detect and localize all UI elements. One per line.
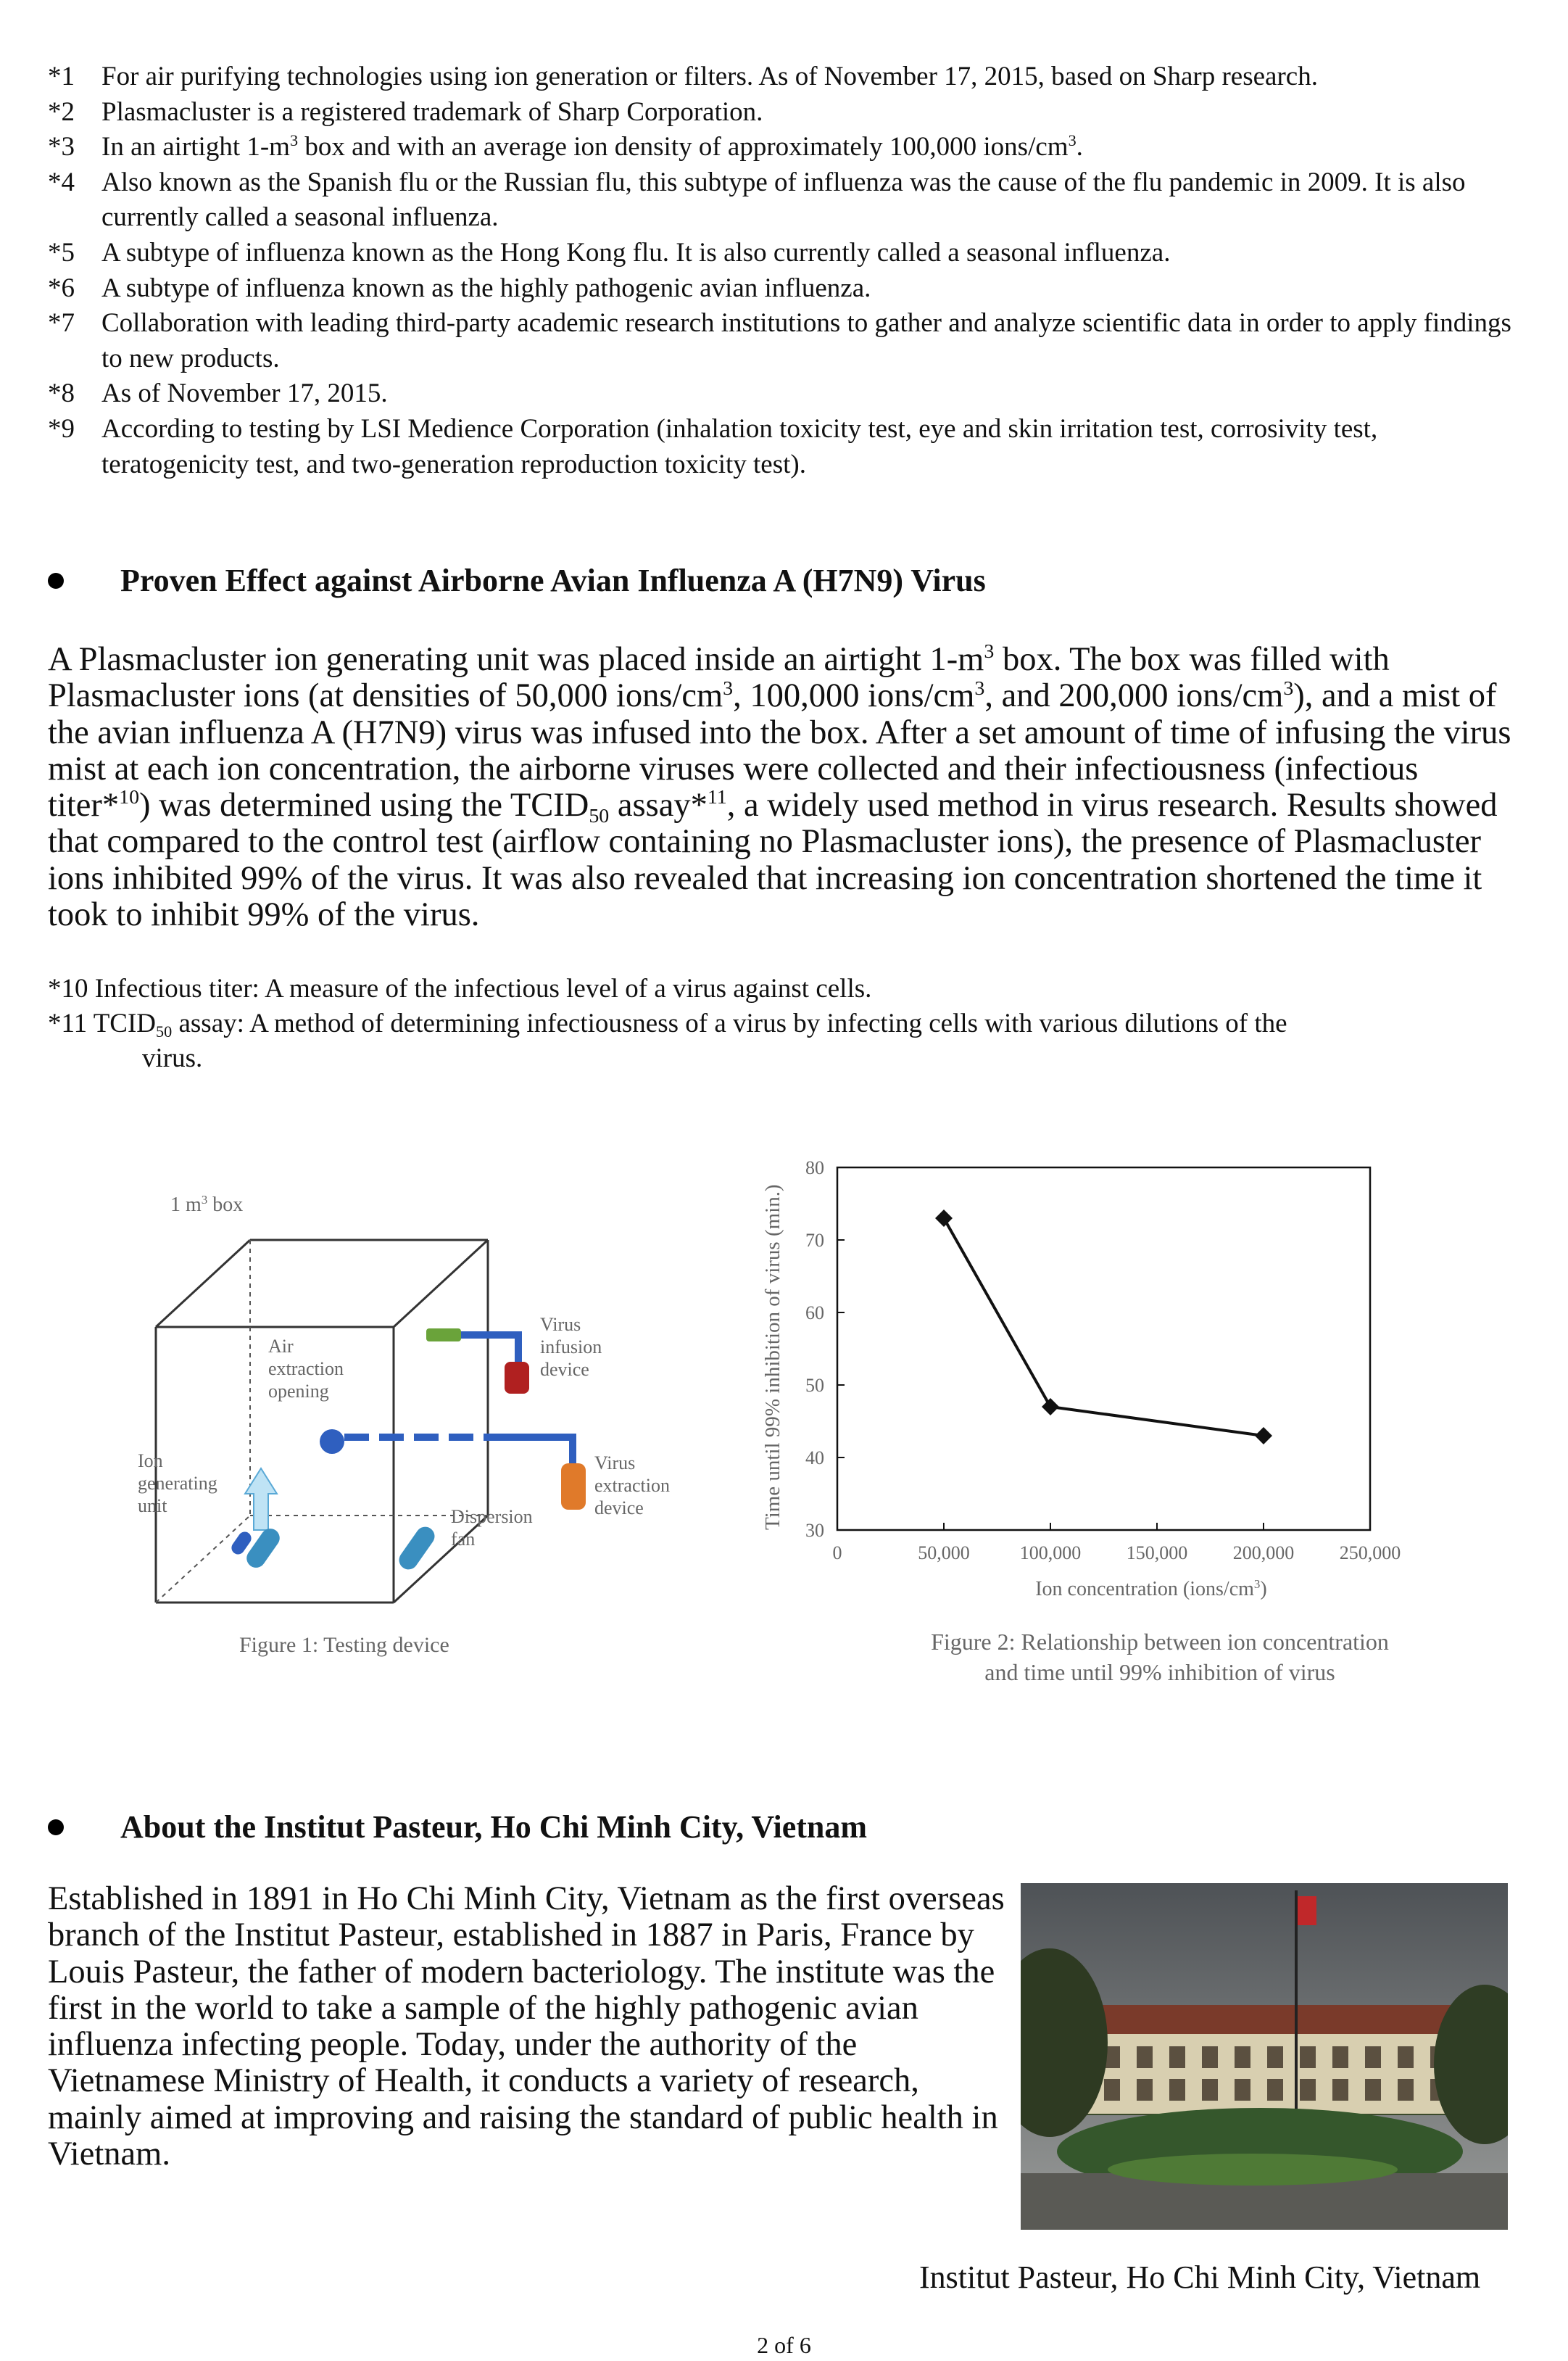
ion-generating-unit-icon bbox=[243, 1525, 283, 1571]
footnote-number: *3 bbox=[48, 132, 75, 162]
x-axis-label: Ion concentration $(ions/cm^3)$ bbox=[1035, 1577, 1267, 1600]
dispersion-fan-icon bbox=[395, 1523, 438, 1574]
dispersion-fan-label: fan bbox=[451, 1529, 476, 1550]
virus-extraction-device-icon bbox=[561, 1463, 586, 1510]
section-heading-text: Proven Effect against Airborne Avian Influenza A (H7N9) Virus bbox=[120, 563, 986, 598]
virus-infusion-device-icon bbox=[505, 1362, 529, 1394]
footnote bbox=[48, 165, 1527, 236]
data-point bbox=[935, 1210, 953, 1227]
box-hidden-edges bbox=[156, 1240, 488, 1603]
institut-pasteur-photo bbox=[1021, 1883, 1508, 2230]
x-axis bbox=[833, 1523, 1401, 1563]
pasteur-paragraph: Established in 1891 in Ho Chi Minh City, Vietnam as the first overseas branch of the Institut Pasteur, established in 1887 in Paris, France by Louis Pasteur, the father of modern bacteriology. The institute was the first in the world to take a sample of the highly pathogenic avian influenza infecting people. Today, under the authority of the Vietnamese Ministry of Health, it conducts a variety of research, mainly aimed at improving and raising the standard of public health in Vietnam. bbox=[48, 1880, 1005, 2173]
figure1-caption: Figure 1: Testing device bbox=[239, 1633, 449, 1657]
y-tick-label: 80 bbox=[805, 1157, 824, 1178]
virus-extraction-label: device bbox=[594, 1497, 644, 1518]
testing-device-diagram bbox=[123, 1182, 718, 1682]
footnotes-10-11 bbox=[48, 972, 1519, 1076]
virus-infusion-label: Virus bbox=[540, 1314, 581, 1335]
y-axis-label: Time until 99% inhibition of virus (min.) bbox=[761, 1184, 784, 1530]
x-tick-label: 50,000 bbox=[918, 1542, 970, 1563]
figure-testing-device bbox=[123, 1182, 718, 1682]
footnote-text: For air purifying technologies using ion generation or filters. As of November 17, 2015, based on Sharp research. bbox=[101, 62, 1318, 91]
footnote-number: *5 bbox=[48, 237, 75, 268]
figure2-caption: Figure 2: Relationship between ion concentration bbox=[931, 1629, 1389, 1655]
footnote bbox=[48, 412, 1527, 482]
footnote-number: *7 bbox=[48, 308, 75, 339]
x-tick-label: 150,000 bbox=[1126, 1542, 1188, 1563]
ion-concentration-chart bbox=[754, 1120, 1421, 1700]
y-tick-label: 50 bbox=[805, 1375, 824, 1396]
footnote-11: *11 $TCID_{50}$ assay: A method of determining infectiousness of a virus by infecting cells with various dilutions of the bbox=[48, 1009, 1287, 1041]
footnote-list bbox=[48, 59, 1527, 482]
green-connector bbox=[426, 1328, 461, 1341]
y-tick-label: 60 bbox=[805, 1302, 824, 1323]
infusion-pipe bbox=[461, 1335, 518, 1362]
footnote-11-continued: virus. bbox=[142, 1043, 203, 1073]
air-extraction-opening-icon bbox=[320, 1429, 344, 1454]
h7n9-paragraph: A Plasmacluster ion generating unit was placed inside an airtight $1-m^3$ box. The box was filled with Plasmacluster ions (at densities of 50,000 ions/$cm^3$, 100,000 ions/$cm^3$, and 200,000 ions/$cm^3$), and a mist of the avian influenza A (H7N9) virus was infused into the box. After a set amount of time of infusing the virus mist at each ion concentration, the airborne viruses were collected and their infectiousness (infectious titer*$^{10}$) was determined using the $TCID_{50}$ assay*$^{11}$, a widely used method in virus research. Results showed that compared to the control test (airflow containing no Plasmacluster ions), the presence of Plasmacluster ions inhibited 99% of the virus. It was also revealed that increasing ion concentration shortened the time it took to inhibit 99% of the virus. bbox=[48, 640, 1511, 934]
ion-unit-label: unit bbox=[138, 1495, 167, 1516]
figure-ion-chart bbox=[754, 1120, 1421, 1700]
ion-unit-label: Ion bbox=[138, 1450, 163, 1471]
y-tick-label: 70 bbox=[805, 1230, 824, 1251]
footnote bbox=[48, 130, 1527, 165]
footnote-text: As of November 17, 2015. bbox=[101, 379, 388, 409]
y-axis bbox=[805, 1157, 845, 1541]
x-tick-label: 100,000 bbox=[1019, 1542, 1082, 1563]
virus-extraction-label: extraction bbox=[594, 1475, 670, 1496]
footnote-number: *2 bbox=[48, 96, 75, 127]
footnote-text: A subtype of influenza known as the Hong Kong flu. It is also currently called a seasonal influenza. bbox=[101, 237, 1171, 268]
bullet-icon bbox=[48, 573, 64, 589]
extraction-pipe bbox=[507, 1437, 573, 1463]
box-outline bbox=[156, 1240, 488, 1603]
y-tick-label: 30 bbox=[805, 1520, 824, 1541]
footnote-text: A subtype of influenza known as the highly pathogenic avian influenza. bbox=[101, 273, 871, 303]
air-extraction-label: opening bbox=[268, 1381, 329, 1402]
series-line bbox=[944, 1218, 1264, 1436]
footnote bbox=[48, 376, 1527, 412]
footnote bbox=[48, 59, 1527, 95]
section-heading-pasteur bbox=[48, 1808, 867, 1845]
footnote-10: *10 Infectious titer: A measure of the infectious level of a virus against cells. bbox=[48, 974, 872, 1004]
data-point bbox=[1255, 1427, 1272, 1444]
footnote-number: *8 bbox=[48, 379, 75, 409]
section-heading-h7n9 bbox=[48, 562, 986, 599]
air-extraction-label: Air bbox=[268, 1336, 294, 1357]
footnote-text: Also known as the Spanish flu or the Russian flu, this subtype of influenza was the cause of the flu pandemic in 2009. It is also currently called a seasonal influenza. bbox=[101, 167, 1466, 233]
figure2-caption: and time until 99% inhibition of virus bbox=[984, 1659, 1335, 1685]
air-extraction-label: extraction bbox=[268, 1358, 344, 1379]
virus-extraction-label: Virus bbox=[594, 1452, 636, 1473]
ion-unit-label: generating bbox=[138, 1473, 217, 1494]
section-heading-text: About the Institut Pasteur, Ho Chi Minh City, Vietnam bbox=[120, 1809, 868, 1845]
footnote bbox=[48, 271, 1527, 307]
page-number: 2 of 6 bbox=[757, 2332, 811, 2358]
footnote-text: Plasmacluster is a registered trademark of Sharp Corporation. bbox=[101, 96, 763, 127]
photo-caption: Institut Pasteur, Ho Chi Minh City, Vietnam bbox=[919, 2259, 1481, 2295]
virus-infusion-label: infusion bbox=[540, 1336, 602, 1357]
bullet-icon bbox=[48, 1819, 64, 1835]
box-label: 1 $m^3$ box bbox=[170, 1193, 244, 1216]
footnote-text: In an airtight $1-m^3$ box and with an average ion density of approximately 100,000 ions/$cm^3$. bbox=[101, 131, 1083, 162]
virus-infusion-label: device bbox=[540, 1359, 589, 1380]
photo-illustration bbox=[1021, 1883, 1508, 2230]
y-tick-label: 40 bbox=[805, 1447, 824, 1468]
data-point bbox=[1042, 1398, 1059, 1415]
x-tick-label: 250,000 bbox=[1339, 1542, 1401, 1563]
footnote-text: Collaboration with leading third-party academic research institutions to gather and analyze scientific data in order to apply findings to new products. bbox=[101, 308, 1511, 373]
footnote-text: According to testing by LSI Medience Corporation (inhalation toxicity test, eye and skin irritation test, corrosivity test, teratogenicity test, and two-generation reproduction toxicity test). bbox=[101, 413, 1378, 479]
footnote bbox=[48, 306, 1527, 376]
footnote-number: *1 bbox=[48, 62, 75, 91]
plot-frame bbox=[837, 1167, 1370, 1530]
x-tick-label: 0 bbox=[832, 1542, 842, 1563]
footnote-number: *9 bbox=[48, 413, 75, 444]
footnote bbox=[48, 95, 1527, 131]
dispersion-fan-label: Dispersion bbox=[451, 1506, 533, 1527]
footnote bbox=[48, 236, 1527, 271]
data-series bbox=[935, 1210, 1272, 1444]
x-tick-label: 200,000 bbox=[1232, 1542, 1295, 1563]
footnote-number: *6 bbox=[48, 273, 75, 303]
footnote-number: *4 bbox=[48, 167, 75, 197]
